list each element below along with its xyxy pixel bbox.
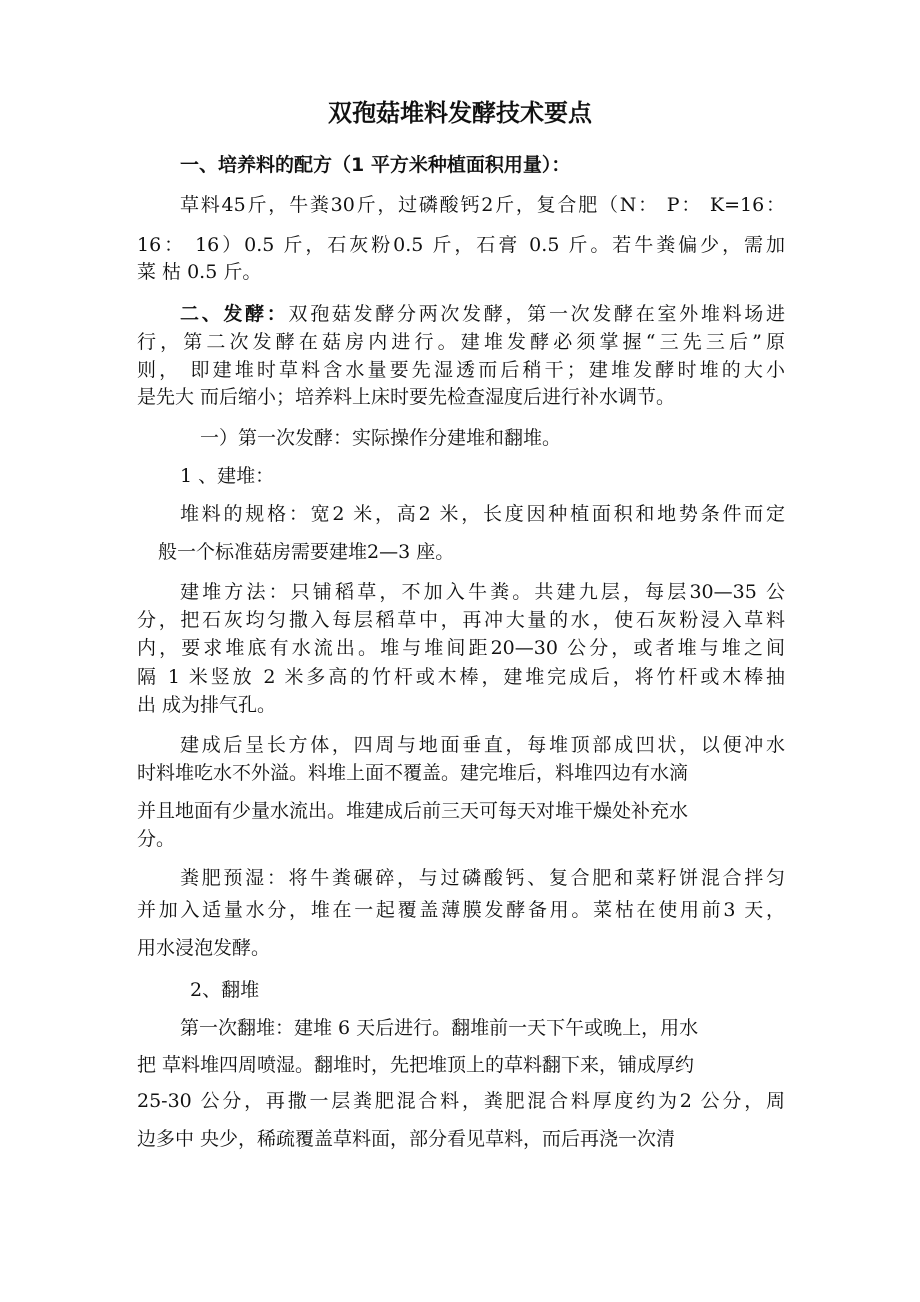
paragraph-line: 草料45斤，牛粪30斤，过磷酸钙2斤，复合肥（N： P： K=16： (180, 194, 785, 216)
paragraph-line: 菜 枯 0.5 斤。 (137, 261, 262, 283)
paragraph-line: 用水浸泡发酵。 (137, 937, 271, 959)
paragraph-line: 般一个标准菇房需要建堆2—3 座。 (158, 541, 455, 563)
subheading-first-fermentation: 一）第一次发酵：实际操作分建堆和翻堆。 (200, 427, 562, 449)
paragraph-line: 边多中 央少，稀疏覆盖草料面，部分看见草料，而后再浇一次清 (137, 1128, 676, 1150)
paragraph-line: 内，要求堆底有水流出。堆与堆间距20—30 公分，或者堆与堆之间 (137, 637, 785, 659)
paragraph-line: 并且地面有少量水流出。堆建成后前三天可每天对堆干燥处补充水 (137, 800, 689, 822)
paragraph-line: 第一次翻堆：建堆 6 天后进行。翻堆前一天下午或晚上，用水 (180, 1017, 699, 1039)
subheading-build-pile: 1 、建堆： (180, 465, 275, 487)
paragraph-line: 建成后呈长方体，四周与地面垂直，每堆顶部成凹状，以便冲水 (180, 734, 785, 756)
paragraph-line: 堆料的规格：宽2 米，高2 米，长度因种植面积和地势条件而定 (180, 503, 785, 525)
document-title: 双孢菇堆料发酵技术要点 (328, 99, 592, 127)
paragraph-line: 出 成为排气孔。 (137, 694, 277, 716)
subheading-turn-pile: 2、翻堆 (190, 979, 260, 1001)
paragraph-line: 行，第二次发酵在菇房内进行。建堆发酵必须掌握“三先三后”原 (137, 331, 785, 353)
paragraph-line: 隔 1 米竖放 2 米多高的竹杆或木棒，建堆完成后，将竹杆或木棒抽 (137, 666, 785, 688)
paragraph-text: 双孢菇发酵分两次发酵，第一次发酵在室外堆料场进 (288, 303, 785, 325)
paragraph-line: 并加入适量水分，堆在一起覆盖薄膜发酵备用。菜枯在使用前3 天， (137, 899, 785, 921)
paragraph-line: 粪肥预湿：将牛粪碾碎，与过磷酸钙、复合肥和菜籽饼混合拌匀 (180, 867, 785, 889)
paragraph-line: 分。 (137, 828, 176, 850)
paragraph-line: 则， 即建堆时草料含水量要先湿透而后稍干；建堆发酵时堆的大小 (137, 359, 785, 381)
paragraph-line: 是先大 而后缩小；培养料上床时要先检查湿度后进行补水调节。 (137, 386, 676, 408)
paragraph-line (180, 302, 785, 326)
paragraph-line: 把 草料堆四周喷湿。翻堆时，先把堆顶上的草料翻下来，铺成厚约 (137, 1054, 695, 1076)
paragraph-line: 建堆方法：只铺稻草，不加入牛粪。共建九层，每层30—35 公 (180, 581, 785, 603)
paragraph-line: 25-30 公分，再撒一层粪肥混合料，粪肥混合料厚度约为2 公分，周 (137, 1090, 785, 1112)
paragraph-line: 时料堆吃水不外溢。料堆上面不覆盖。建完堆后，料堆四边有水滴 (137, 762, 689, 784)
paragraph-line: 分，把石灰均匀撒入每层稻草中，再冲大量的水，使石灰粉浸入草料 (137, 609, 785, 631)
section-heading-formula: 一、培养料的配方（1 平方米种植面积用量）： (180, 154, 571, 176)
paragraph-line: 16： 16）0.5 斤，石灰粉0.5 斤，石膏 0.5 斤。若牛粪偏少，需加 (137, 234, 785, 256)
section-heading-fermentation: 二、发酵： (180, 303, 289, 325)
